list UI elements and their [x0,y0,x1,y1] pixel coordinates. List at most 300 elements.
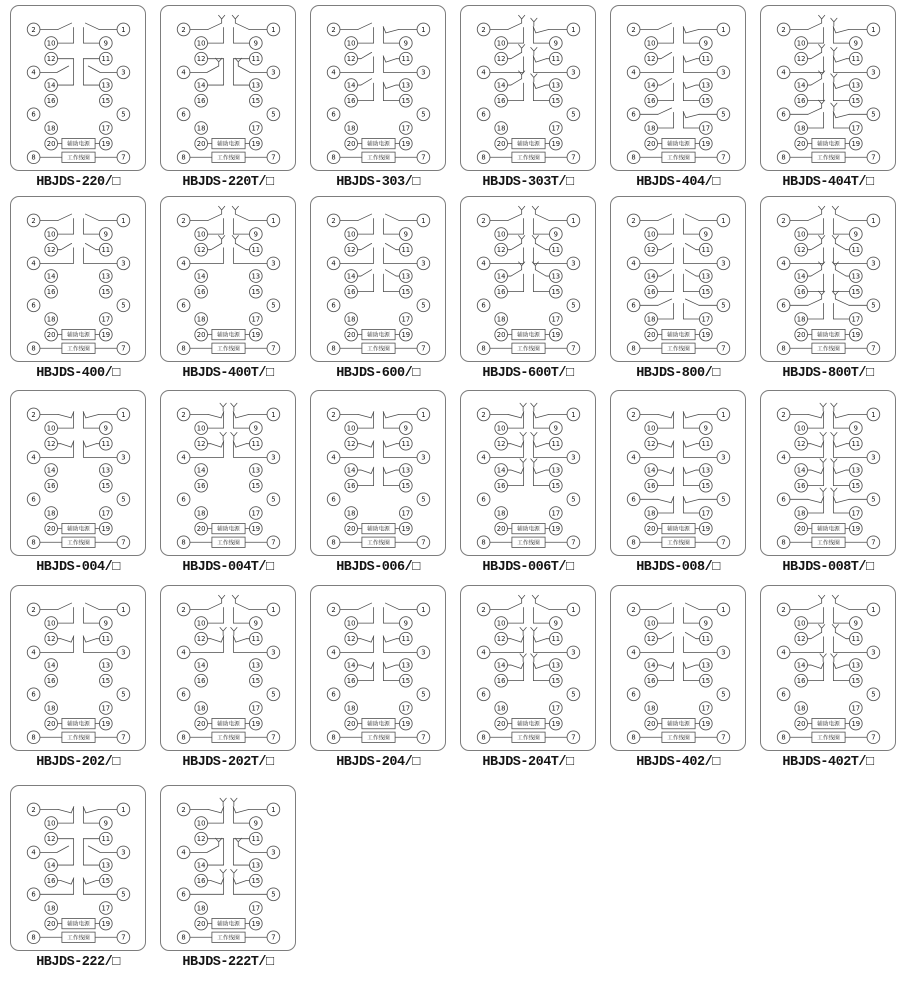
work-coil-box-label: 工作线圈 [66,735,90,742]
terminal-9 [549,37,562,50]
terminal-19 [849,137,862,150]
svg-text:15: 15 [100,482,110,491]
relay-panel-cell-006t [460,390,610,575]
terminal-10 [794,617,807,630]
svg-text:10: 10 [46,424,56,433]
terminal-17 [399,313,412,326]
terminal-15 [99,285,112,298]
svg-text:19: 19 [700,139,710,148]
terminal-18 [194,702,207,715]
svg-text:7: 7 [870,733,876,742]
terminal-3 [567,646,580,659]
svg-text:15: 15 [250,677,260,686]
terminal-17 [849,702,862,715]
svg-text:14: 14 [196,661,206,670]
svg-text:17: 17 [700,124,710,133]
svg-text:13: 13 [100,272,110,281]
panel-model-label: HBJDS-220T/□ [182,175,274,190]
svg-text:3: 3 [570,453,576,462]
svg-text:14: 14 [196,81,206,90]
terminal-2 [777,408,790,421]
terminal-6 [627,299,640,312]
svg-text:12: 12 [46,835,56,844]
terminal-12 [494,243,507,256]
terminal-18 [794,313,807,326]
svg-text:19: 19 [550,524,560,533]
terminal-9 [99,228,112,241]
terminal-6 [177,299,190,312]
svg-text:19: 19 [250,330,260,339]
relay-panel-cell-222 [10,785,160,970]
terminal-diagram [162,197,295,359]
svg-text:17: 17 [250,904,260,913]
terminal-16 [194,479,207,492]
work-coil-box-label: 工作线圈 [216,155,240,162]
svg-text:16: 16 [796,677,806,686]
svg-text:11: 11 [100,635,110,644]
terminal-8 [177,536,190,549]
svg-text:18: 18 [796,704,806,713]
terminal-10 [194,617,207,630]
terminal-14 [44,270,57,283]
terminal-14 [794,464,807,477]
svg-text:2: 2 [180,216,186,225]
svg-text:10: 10 [196,424,206,433]
svg-text:6: 6 [630,110,636,119]
work-coil-box-label: 工作线圈 [516,155,540,162]
svg-text:4: 4 [480,453,486,462]
terminal-13 [699,79,712,92]
terminal-18 [44,702,57,715]
svg-text:3: 3 [270,648,276,657]
terminal-diagram [762,391,895,553]
panel-model-label: HBJDS-202/□ [36,755,120,770]
terminal-2 [27,408,40,421]
terminal-14 [194,464,207,477]
terminal-15 [399,479,412,492]
svg-text:8: 8 [330,153,336,162]
svg-text:18: 18 [646,704,656,713]
terminal-2 [627,408,640,421]
svg-text:6: 6 [630,495,636,504]
svg-text:20: 20 [496,330,506,339]
terminal-14 [644,659,657,672]
svg-text:15: 15 [700,482,710,491]
terminal-15 [99,479,112,492]
svg-text:19: 19 [250,719,260,728]
terminal-12 [794,52,807,65]
svg-text:2: 2 [630,410,636,419]
svg-text:4: 4 [30,648,36,657]
terminal-15 [549,674,562,687]
terminal-7 [117,536,130,549]
terminal-12 [644,52,657,65]
svg-text:17: 17 [100,904,110,913]
svg-text:8: 8 [630,344,636,353]
svg-text:17: 17 [100,315,110,324]
terminal-15 [99,874,112,887]
svg-text:12: 12 [196,635,206,644]
terminal-5 [117,108,130,121]
svg-text:2: 2 [330,216,336,225]
terminal-diagram [612,586,745,748]
terminal-20 [194,328,207,341]
svg-text:15: 15 [250,97,260,106]
svg-text:3: 3 [570,648,576,657]
terminal-13 [699,464,712,477]
svg-text:3: 3 [120,453,126,462]
svg-text:11: 11 [250,55,260,64]
svg-text:11: 11 [550,246,560,255]
terminal-17 [99,507,112,520]
aux-power-box-label: 辅助电源 [366,332,390,339]
terminal-2 [327,408,340,421]
terminal-7 [267,151,280,164]
svg-text:11: 11 [550,55,560,64]
terminal-8 [27,342,40,355]
terminal-20 [194,522,207,535]
panel-model-label: HBJDS-222/□ [36,955,120,970]
terminal-7 [117,931,130,944]
relay-panel [160,5,296,171]
terminal-2 [627,23,640,36]
terminal-2 [27,23,40,36]
svg-text:11: 11 [250,246,260,255]
terminal-2 [627,603,640,616]
svg-text:4: 4 [630,259,636,268]
terminal-2 [777,214,790,227]
terminal-2 [27,803,40,816]
terminal-1 [867,408,880,421]
terminal-13 [249,270,262,283]
svg-text:20: 20 [46,919,56,928]
svg-text:7: 7 [120,538,126,547]
svg-text:20: 20 [796,719,806,728]
panel-model-label: HBJDS-006T/□ [482,560,574,575]
terminal-18 [44,507,57,520]
svg-text:18: 18 [496,315,506,324]
relay-panel-cell-220 [10,5,160,190]
svg-text:10: 10 [796,424,806,433]
svg-text:18: 18 [196,904,206,913]
terminal-8 [477,731,490,744]
terminal-20 [44,522,57,535]
svg-text:15: 15 [250,288,260,297]
svg-text:16: 16 [496,677,506,686]
svg-text:12: 12 [346,55,356,64]
svg-text:13: 13 [700,466,710,475]
terminal-15 [399,94,412,107]
terminal-12 [494,632,507,645]
svg-text:3: 3 [270,453,276,462]
svg-text:11: 11 [700,440,710,449]
terminal-8 [327,151,340,164]
terminal-3 [867,646,880,659]
svg-text:19: 19 [550,139,560,148]
svg-text:8: 8 [480,538,486,547]
terminal-13 [549,79,562,92]
svg-text:13: 13 [250,861,260,870]
terminal-6 [627,108,640,121]
svg-text:8: 8 [780,538,786,547]
terminal-7 [117,151,130,164]
svg-text:16: 16 [646,482,656,491]
terminal-9 [699,617,712,630]
terminal-10 [44,617,57,630]
terminal-19 [849,328,862,341]
terminal-5 [267,493,280,506]
terminal-13 [699,270,712,283]
svg-text:2: 2 [630,216,636,225]
svg-text:5: 5 [120,690,126,699]
svg-text:1: 1 [570,605,576,614]
terminal-1 [267,214,280,227]
terminal-10 [644,37,657,50]
svg-text:6: 6 [330,110,336,119]
svg-text:8: 8 [630,733,636,742]
relay-panel-cell-303t [460,5,610,190]
svg-text:7: 7 [270,344,276,353]
svg-text:20: 20 [646,524,656,533]
terminal-6 [177,108,190,121]
aux-power-box-label: 辅助电源 [216,526,240,533]
terminal-14 [44,464,57,477]
terminal-20 [44,137,57,150]
terminal-12 [44,832,57,845]
terminal-13 [549,659,562,672]
svg-text:12: 12 [346,246,356,255]
panel-model-label: HBJDS-006/□ [336,560,420,575]
svg-text:17: 17 [550,315,560,324]
svg-text:16: 16 [496,97,506,106]
terminal-9 [849,422,862,435]
terminal-10 [344,617,357,630]
terminal-15 [549,479,562,492]
terminal-12 [644,632,657,645]
svg-text:1: 1 [870,605,876,614]
svg-text:19: 19 [700,330,710,339]
terminal-1 [267,23,280,36]
terminal-6 [27,299,40,312]
work-coil-box-label: 工作线圈 [516,346,540,353]
svg-text:4: 4 [180,453,186,462]
svg-text:6: 6 [30,890,36,899]
terminal-13 [399,270,412,283]
svg-text:15: 15 [100,288,110,297]
terminal-14 [794,270,807,283]
svg-text:18: 18 [646,509,656,518]
svg-text:7: 7 [120,933,126,942]
svg-text:18: 18 [346,315,356,324]
svg-text:10: 10 [646,619,656,628]
svg-text:6: 6 [480,495,486,504]
terminal-9 [849,228,862,241]
aux-power-box-label: 辅助电源 [516,721,540,728]
svg-text:13: 13 [700,661,710,670]
terminal-19 [699,717,712,730]
svg-text:17: 17 [400,124,410,133]
relay-panel [10,196,146,362]
panel-model-label: HBJDS-222T/□ [182,955,274,970]
svg-text:6: 6 [630,690,636,699]
svg-text:12: 12 [46,246,56,255]
svg-text:4: 4 [480,259,486,268]
terminal-4 [477,646,490,659]
svg-text:15: 15 [400,288,410,297]
terminal-12 [194,243,207,256]
terminal-5 [417,493,430,506]
terminal-20 [644,137,657,150]
terminal-13 [249,79,262,92]
relay-panel-cell-204t [460,585,610,770]
relay-panel-cell-006 [310,390,460,575]
svg-text:5: 5 [420,110,426,119]
aux-power-box-label: 辅助电源 [666,332,690,339]
terminal-6 [177,493,190,506]
terminal-19 [99,137,112,150]
svg-text:20: 20 [46,719,56,728]
terminal-4 [27,846,40,859]
aux-power-box-label: 辅助电源 [816,721,840,728]
terminal-3 [267,257,280,270]
terminal-1 [567,214,580,227]
terminal-13 [849,270,862,283]
relay-panel [310,196,446,362]
terminal-1 [267,803,280,816]
svg-text:14: 14 [196,466,206,475]
terminal-4 [477,257,490,270]
terminal-9 [399,37,412,50]
aux-power-box-label: 辅助电源 [816,526,840,533]
terminal-10 [194,228,207,241]
terminal-13 [249,464,262,477]
terminal-8 [477,536,490,549]
svg-text:16: 16 [46,482,56,491]
terminal-diagram [612,391,745,553]
terminal-8 [177,151,190,164]
terminal-9 [849,37,862,50]
terminal-8 [327,342,340,355]
terminal-9 [99,617,112,630]
svg-text:7: 7 [120,153,126,162]
svg-text:3: 3 [420,68,426,77]
terminal-3 [567,66,580,79]
aux-power-box-label: 辅助电源 [216,721,240,728]
svg-text:5: 5 [870,690,876,699]
svg-text:15: 15 [100,677,110,686]
terminal-15 [249,479,262,492]
svg-text:7: 7 [420,153,426,162]
svg-text:5: 5 [420,690,426,699]
terminal-4 [177,66,190,79]
svg-text:1: 1 [420,410,426,419]
terminal-14 [494,79,507,92]
panel-model-label: HBJDS-204/□ [336,755,420,770]
terminal-1 [567,23,580,36]
terminal-1 [717,408,730,421]
terminal-6 [327,108,340,121]
svg-text:15: 15 [700,97,710,106]
terminal-15 [699,285,712,298]
svg-text:12: 12 [646,55,656,64]
terminal-6 [477,688,490,701]
svg-text:7: 7 [720,153,726,162]
terminal-9 [399,228,412,241]
svg-text:16: 16 [796,97,806,106]
svg-text:3: 3 [420,648,426,657]
svg-text:9: 9 [253,424,258,433]
svg-text:13: 13 [100,466,110,475]
terminal-15 [249,285,262,298]
panel-model-label: HBJDS-202T/□ [182,755,274,770]
svg-text:16: 16 [346,97,356,106]
terminal-7 [117,342,130,355]
relay-panel-cell-222t [160,785,310,970]
svg-text:11: 11 [100,246,110,255]
terminal-6 [477,493,490,506]
svg-text:9: 9 [853,39,858,48]
svg-text:19: 19 [250,139,260,148]
panel-model-label: HBJDS-404T/□ [782,175,874,190]
svg-text:14: 14 [796,81,806,90]
terminal-5 [717,108,730,121]
terminal-19 [249,717,262,730]
terminal-9 [549,422,562,435]
terminal-1 [117,23,130,36]
svg-text:11: 11 [850,440,860,449]
terminal-16 [44,285,57,298]
terminal-12 [44,52,57,65]
svg-text:6: 6 [780,495,786,504]
terminal-3 [867,66,880,79]
terminal-14 [194,659,207,672]
terminal-diagram [12,6,145,168]
terminal-13 [399,464,412,477]
terminal-2 [177,214,190,227]
svg-text:7: 7 [420,733,426,742]
svg-text:19: 19 [100,139,110,148]
terminal-4 [177,257,190,270]
terminal-13 [399,659,412,672]
svg-text:8: 8 [480,733,486,742]
svg-text:10: 10 [796,619,806,628]
svg-text:16: 16 [196,482,206,491]
terminal-12 [644,437,657,450]
terminal-13 [549,270,562,283]
svg-text:8: 8 [30,933,36,942]
svg-text:5: 5 [870,110,876,119]
svg-text:16: 16 [496,288,506,297]
svg-text:13: 13 [550,81,560,90]
terminal-diagram [762,6,895,168]
svg-text:14: 14 [646,466,656,475]
terminal-13 [249,859,262,872]
terminal-2 [477,603,490,616]
terminal-15 [849,94,862,107]
svg-text:11: 11 [700,635,710,644]
terminal-14 [194,859,207,872]
svg-text:18: 18 [46,315,56,324]
relay-panel-cell-303 [310,5,460,190]
svg-text:4: 4 [180,259,186,268]
svg-text:9: 9 [253,230,258,239]
terminal-3 [867,257,880,270]
svg-text:13: 13 [850,81,860,90]
svg-text:18: 18 [346,124,356,133]
svg-text:12: 12 [46,635,56,644]
terminal-diagram [12,197,145,359]
terminal-16 [344,285,357,298]
